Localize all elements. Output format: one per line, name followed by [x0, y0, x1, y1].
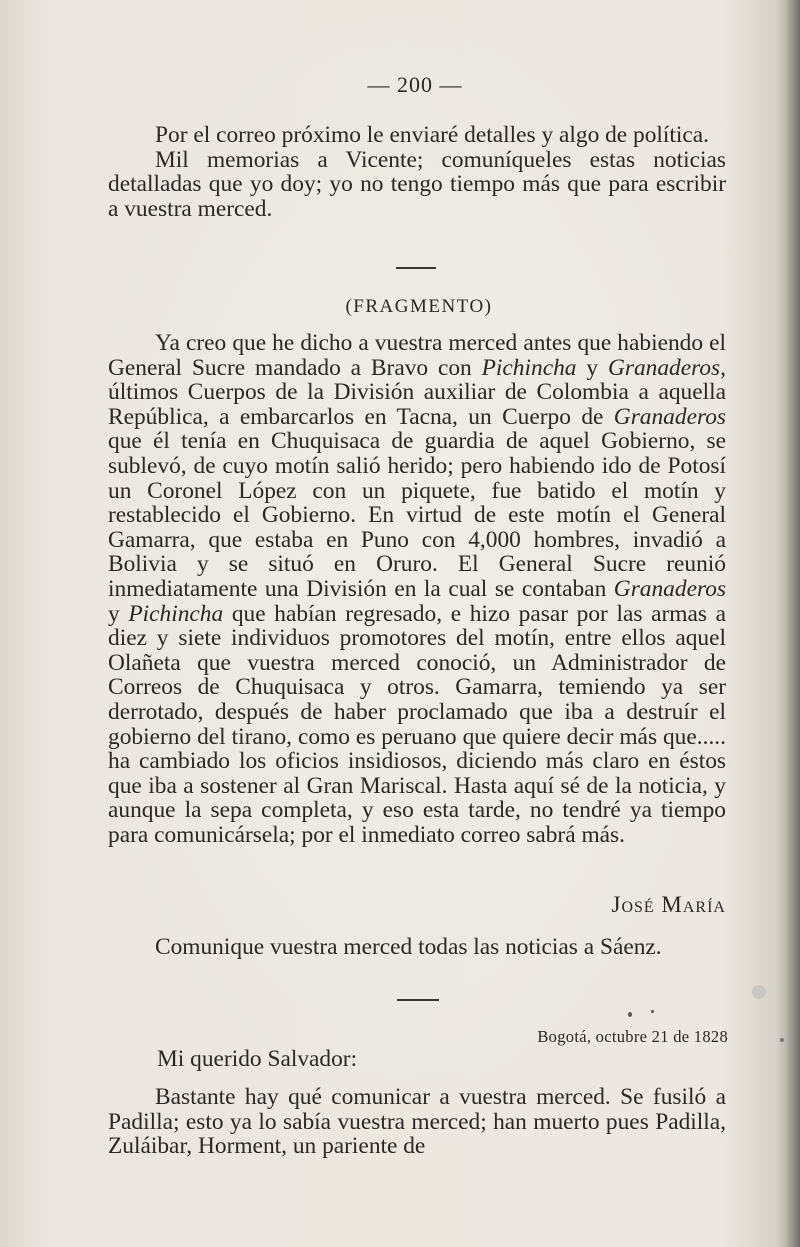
salutation: Mi querido Salvador: — [157, 1046, 358, 1072]
fragment-text-part: y — [108, 600, 129, 627]
fragment-body — [108, 331, 726, 847]
postscript: Comunique vuestra merced todas las noticias a Sáenz. — [155, 934, 662, 960]
ink-speck — [651, 1010, 654, 1013]
fragment-text-part-italic: Granaderos — [607, 354, 721, 381]
ink-speck — [628, 1012, 632, 1017]
page-edge-shadow — [786, 0, 800, 1247]
page-number: — 200 — — [367, 72, 463, 97]
next-letter-paragraph: Bastante hay qué comunicar a vuestra merced. Se fusiló a Padilla; esto ya lo sabía vuestra merced; han muerto pues Padilla, Zuláibar, Horment, un pariente de — [108, 1084, 726, 1160]
fragment-text-part-italic: Pichincha — [128, 600, 224, 627]
paragraph-politics: Por el correo próximo le enviaré detalles y algo de política. — [155, 122, 710, 148]
postscript-block — [108, 935, 726, 960]
paper-mark — [752, 985, 766, 999]
signature-text: José María — [611, 892, 726, 917]
fragment-heading: (FRAGMENTO) — [345, 296, 493, 317]
fragment-text-part: , últimos Cuerpos de la División auxiliar de Colombia a aquella República, a embarcarlos en Tacna, un Cuerpo de — [108, 354, 727, 430]
fragment-text-part-italic: Pichincha — [481, 354, 577, 381]
fragment-text-part-italic: Granaderos — [613, 403, 726, 430]
fragment-paragraph — [108, 331, 726, 847]
letter-ending — [108, 123, 726, 221]
dateline: Bogotá, octubre 21 de 1828 — [537, 1027, 728, 1046]
section-divider — [396, 267, 436, 269]
fragment-text-part: que habían regresado, e hizo pasar por las armas a diez y siete individuos promotores del motín, entre ellos aquel Olañeta que vuestra merced conoció, un Administrador de Correos de Chuquisaca y otros. Gamarra, temiendo ya ser derrotado, después de haber proclamado que iba a destruír el gobierno del tirano, como es peruano que quiere decir más que..... ha cambiado los oficios insidiosos, diciendo más claro en éstos que iba a sostener al Gran Mariscal. Hasta aquí sé de la noticia, y aunque la sepa completa, y eso esta tarde, no tendré ya tiempo para comunicársela; por el inmediato correo sabrá más. — [108, 600, 726, 848]
fragment-text-part: y — [576, 354, 608, 381]
letter-divider — [397, 999, 439, 1001]
ink-speck — [780, 1038, 784, 1042]
next-letter-body — [108, 1085, 726, 1159]
signature — [612, 892, 727, 918]
fragment-text-part-italic: Granaderos — [613, 575, 726, 602]
fragment-text-part: que él tenía en Chuquisaca de guardia de aquel Gobierno, se sublevó, de cuyo motín salió herido; pero habiendo ido de Potosí un Coronel López con un piquete, fue batido el motín y restablecido el Gobierno. En virtud de este motín el General Gamarra, que estaba en Puno con 4,000 hombres, invadió a Bolivia y se situó en Oruro. El General Sucre reunió inmediatamente una División en la cual se contaban — [108, 428, 726, 602]
fragment-text-part: Ya creo que he dicho a vuestra merced antes que habiendo el General Sucre mandado a Bravo con — [108, 330, 726, 381]
paragraph-memories: Mil memorias a Vicente; comuníqueles estas noticias detalladas que yo doy; yo no tengo tiempo más que para escribir a vuestra merced. — [108, 146, 726, 222]
